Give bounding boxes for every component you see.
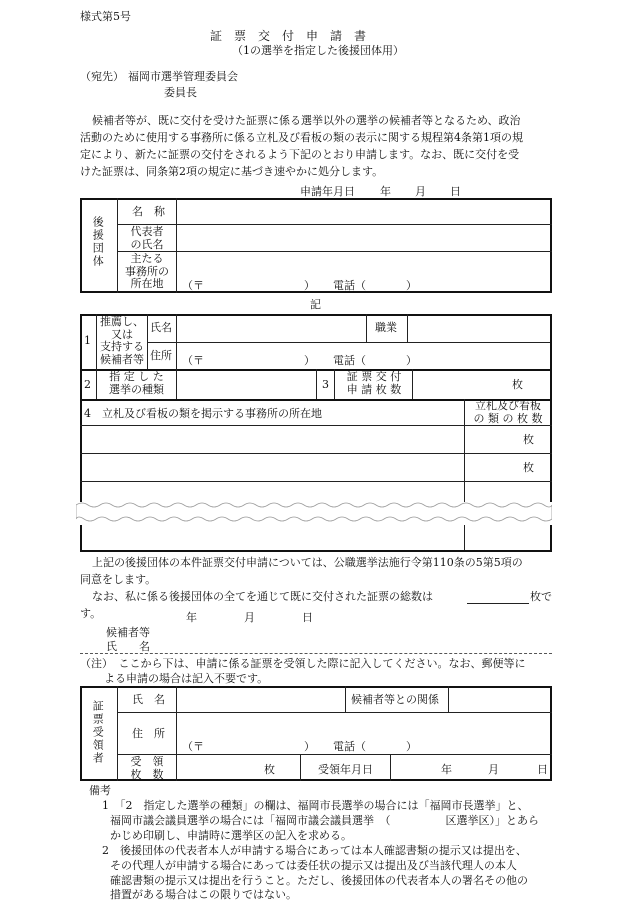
receipt-date-day[interactable]: 日 — [537, 763, 548, 776]
section4-count-label: 立札及び看板 の 類 の 枚 数 — [473, 399, 543, 425]
receipt-relation-field[interactable] — [452, 690, 548, 710]
support-group-side-label: 後援団体 — [91, 216, 105, 268]
form-number: 様式第5号 — [80, 10, 131, 23]
office-address-row-1[interactable] — [84, 429, 460, 449]
receipt-date-year[interactable]: 年 — [441, 763, 452, 776]
receipt-count-label: 受 領 枚 数 — [130, 755, 164, 781]
application-date-year[interactable]: 年 — [380, 185, 391, 198]
section1-label: 推薦し、 又は 支持する 候補者等 — [100, 315, 144, 366]
form-title: 証 票 交 付 申 請 書 — [210, 29, 367, 43]
receipt-date-label: 受領年月日 — [318, 763, 373, 776]
form-subtitle: （1の選挙を指定した後援団体用） — [232, 44, 404, 57]
candidate-phone-label[interactable]: 電話（ — [333, 354, 366, 367]
candidate-postal-open[interactable]: （〒 — [182, 354, 204, 367]
torn-edge-decoration — [76, 497, 552, 535]
addressee-role: 委員長 — [164, 86, 197, 99]
group-phone-label[interactable]: 電話（ — [333, 279, 366, 292]
candidate-addr-label: 住所 — [150, 349, 172, 362]
receipt-name-label: 氏 名 — [132, 693, 165, 706]
addressee-label: （宛先） — [80, 70, 124, 83]
candidate-postal-close: ） — [304, 354, 315, 367]
election-type-field[interactable] — [180, 372, 314, 396]
section3-label: 証 票 交 付 申 請 枚 数 — [346, 370, 402, 396]
section4-label: 4 立札及び看板の類を掲示する事務所の所在地 — [84, 407, 322, 420]
candidate-sign-field[interactable] — [156, 637, 456, 653]
group-rep-label: 代表者 の氏名 — [130, 225, 164, 251]
cut-line — [80, 653, 552, 654]
candidate-name-label: 氏名 — [150, 321, 172, 334]
candidate-phone-close: ） — [406, 354, 417, 367]
sign-count-row-2[interactable]: 枚 — [523, 461, 534, 474]
receipt-postal-close: ） — [304, 740, 315, 753]
group-name-label: 名 称 — [132, 205, 165, 218]
group-postal-open[interactable]: （〒 — [182, 279, 204, 292]
section3-number: 3 — [322, 378, 329, 391]
consent-date-day[interactable]: 日 — [302, 611, 313, 624]
group-phone-close: ） — [406, 279, 417, 292]
group-name-field[interactable] — [180, 204, 550, 222]
receipt-side-label: 証票受領者 — [91, 700, 105, 765]
section1-number: 1 — [84, 334, 91, 347]
receipt-relation-label: 候補者等との関係 — [351, 693, 439, 706]
candidate-sign-label-1: 候補者等 — [106, 626, 150, 639]
application-date-day[interactable]: 日 — [450, 185, 461, 198]
candidate-sign-label-2: 氏 名 — [106, 640, 150, 653]
application-date-month[interactable]: 月 — [415, 185, 426, 198]
sign-count-row-1[interactable]: 枚 — [523, 433, 534, 446]
note-line-1: （注） ここから下は、申請に係る証票を受領した際に記入してください。なお、郵便等に — [80, 657, 526, 670]
receipt-phone-label[interactable]: 電話（ — [333, 740, 366, 753]
application-date-label: 申請年月日 — [300, 185, 355, 198]
receipt-addr-label: 住 所 — [132, 727, 165, 740]
receipt-name-field[interactable] — [180, 690, 342, 710]
ki-heading: 記 — [310, 298, 321, 311]
receipt-date-month[interactable]: 月 — [488, 763, 499, 776]
receipt-count-unit[interactable]: 枚 — [264, 763, 275, 776]
total-cards-field[interactable] — [467, 590, 529, 604]
note-line-2: よる申請の場合は記入不要です。 — [104, 672, 269, 685]
candidate-job-label: 職業 — [375, 321, 397, 334]
office-address-row-2[interactable] — [84, 457, 460, 477]
consent-date-month[interactable]: 月 — [244, 611, 255, 624]
group-postal-close: ） — [304, 279, 315, 292]
receipt-postal-open[interactable]: （〒 — [182, 740, 204, 753]
addressee-org: 福岡市選挙管理委員会 — [128, 70, 238, 83]
candidate-name-field[interactable] — [180, 318, 364, 338]
section2-number: 2 — [84, 378, 91, 391]
remarks-title: 備考 — [89, 784, 111, 797]
receipt-phone-close: ） — [406, 740, 417, 753]
candidate-job-field[interactable] — [411, 318, 547, 338]
group-rep-field[interactable] — [180, 228, 550, 248]
consent-date-year[interactable]: 年 — [186, 611, 197, 624]
group-office-label: 主たる 事務所の 所在地 — [125, 252, 169, 290]
section2-label: 指 定 し た 選挙の種類 — [109, 370, 164, 396]
section3-unit[interactable]: 枚 — [512, 378, 523, 391]
